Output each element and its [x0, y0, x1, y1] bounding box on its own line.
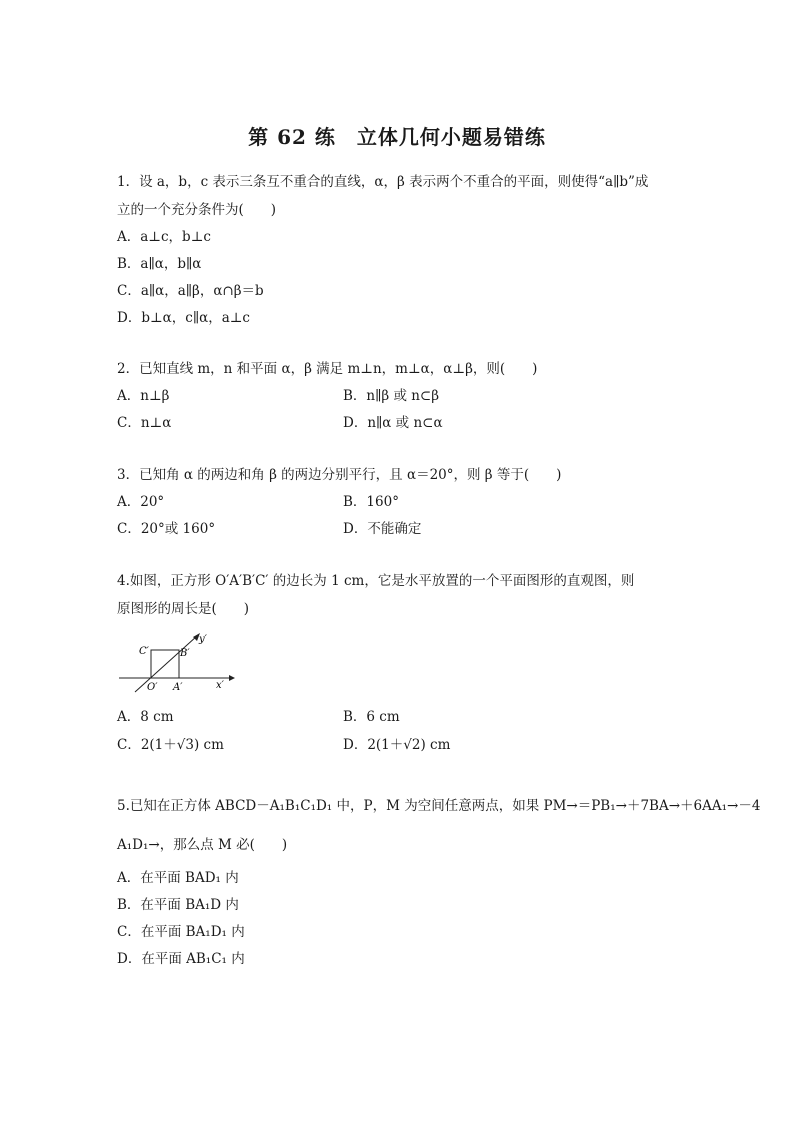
q1-option-b: B．a∥α，b∥α — [117, 256, 202, 272]
q2-option-a: A．n⊥β — [117, 388, 170, 404]
q5-option-c: C．在平面 BA₁D₁ 内 — [117, 924, 245, 940]
q4-stem-line1: 4.如图，正方形 O′A′B′C′ 的边长为 1 cm，它是水平放置的一个平面图形的直观图，则 — [117, 573, 635, 589]
label-a: A′ — [173, 682, 183, 693]
q3-stem: 3．已知角 α 的两边和角 β 的两边分别平行，且 α＝20°，则 β 等于( ) — [117, 467, 562, 483]
q1-option-c: C．a∥α，a∥β，α∩β＝b — [117, 283, 264, 299]
q3-option-c: C．20°或 160° — [117, 521, 216, 537]
q4-option-b: B．6 cm — [343, 709, 400, 725]
q5-stem-line2: A₁D₁→，那么点 M 必( ) — [117, 837, 288, 853]
x-axis-arrow — [229, 675, 235, 681]
q2-option-b: B．n∥β 或 n⊂β — [343, 388, 440, 404]
label-b: B′ — [180, 648, 190, 659]
q5-option-b: B．在平面 BA₁D 内 — [117, 897, 239, 913]
q3-option-a: A．20° — [117, 494, 165, 510]
y-axis — [135, 636, 197, 692]
q4-stem-line2: 原图形的周长是( ) — [117, 601, 250, 617]
q4-option-d: D．2(1＋√2) cm — [343, 737, 451, 753]
oblique-square-figure — [117, 632, 237, 694]
q4-option-a: A．8 cm — [117, 709, 174, 725]
q1-option-a: A．a⊥c，b⊥c — [117, 229, 211, 245]
q1-stem-line1: 1．设 a，b，c 表示三条互不重合的直线，α，β 表示两个不重合的平面，则使得“a∥b”成 — [117, 174, 649, 190]
q4-option-c: C．2(1＋√3) cm — [117, 737, 224, 753]
q2-stem: 2．已知直线 m，n 和平面 α，β 满足 m⊥n，m⊥α，α⊥β，则( ) — [117, 361, 538, 377]
q2-option-c: C．n⊥α — [117, 415, 172, 431]
label-o: O′ — [147, 682, 158, 693]
q1-stem-line2: 立的一个充分条件为( ) — [117, 202, 277, 218]
q1-option-d: D．b⊥α，c∥α，a⊥c — [117, 310, 250, 326]
label-y: y′ — [199, 634, 207, 645]
label-c: C′ — [139, 646, 149, 657]
q3-option-d: D．不能确定 — [343, 521, 422, 537]
q2-option-d: D．n∥α 或 n⊂α — [343, 415, 443, 431]
q5-option-a: A．在平面 BAD₁ 内 — [117, 870, 239, 886]
q5-option-d: D．在平面 AB₁C₁ 内 — [117, 951, 245, 967]
page-title: 第 62 练 立体几何小题易错练 — [248, 125, 546, 149]
q5-stem-line1: 5.已知在正方体 ABCD－A₁B₁C₁D₁ 中，P，M 为空间任意两点，如果 PM→＝PB₁→＋7BA→＋6AA₁→－4 — [117, 798, 761, 814]
label-x: x′ — [216, 680, 224, 691]
q3-option-b: B．160° — [343, 494, 399, 510]
